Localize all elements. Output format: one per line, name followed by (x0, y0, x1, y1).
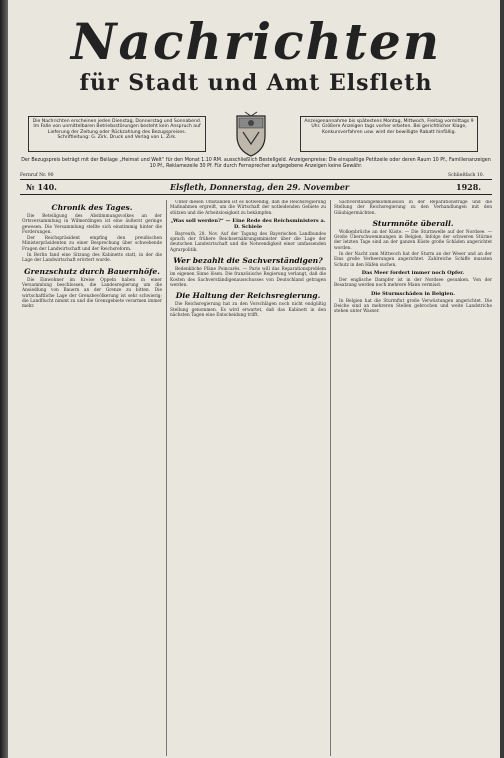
article-paragraph: In Belgien hat die Sturmflut große Verwüstungen angerichtet. Die Deiche sind an mehreren Stellen gebrochen und weite Landstriche stehen unter Wasser. (334, 298, 492, 315)
article-paragraph: In Berlin fand eine Sitzung des Kabinetts statt, in der die Lage der Landwirtschaft erörtert wurde. (22, 253, 162, 264)
issue-number: № 140. (26, 182, 57, 192)
column-left (22, 200, 162, 756)
column-divider (330, 200, 331, 756)
article-paragraph: In der Nacht zum Mittwoch hat der Sturm an der Weser und an der Ems große Verheerungen angerichtet. Zahlreiche Schiffe mussten Schutz in den Häfen suchen. (334, 252, 492, 268)
headline-government: Die Haltung der Reichsregierung. (175, 291, 321, 301)
newspaper-page (8, 0, 500, 758)
issue-line (20, 173, 492, 192)
article-paragraph: Der englische Dampfer ist in der Nordsee gesunken. Von der Besatzung werden noch mehrere Mann vermisst. (334, 277, 492, 289)
headline-storm: Sturmnöte überall. (372, 218, 454, 228)
page-binding-edge (0, 0, 8, 758)
headline-belgium: Die Sturmschäden in Belgien. (371, 290, 455, 297)
publication-info-box: Die Nachrichten erscheinen jeden Dienstag, Donnerstag und Sonnabend. Im Falle von unmittelbaren Betriebsstörungen besteht kein Anspruch auf Lieferung der Zeitung oder Rückzahlung des Bezugspreises. Schriftleitung: G. Zirk. Druck und Verlag von L. Zirk. (28, 116, 206, 152)
column-right (334, 200, 492, 756)
headline-border-protection: Grenzschutz durch Bauernhöfe. (24, 266, 160, 276)
article-paragraph: Sachverständigenkommission in der Reparationsfrage und die Stellung der Reichsregierung zu den Verhandlungen mit den Gläubigermächten. (334, 200, 492, 216)
article-paragraph: Unter diesen Umständen ist es notwendig, daß die Reichsregierung Maßnahmen ergreift, um die Wirtschaft der notleidenden Gebiete zu stützen und die Arbeitslosigkeit zu bekämpfen. (170, 200, 326, 216)
article-paragraph: Die Reichsregierung hat zu den Vorschlägen noch nicht endgültig Stellung genommen. Es wird erwartet, daß das Kabinett in den nächsten Tagen eine Entscheidung trifft. (170, 302, 326, 318)
coat-of-arms-icon (231, 110, 271, 158)
header-rule-bottom (20, 194, 492, 195)
issue-year: 1928. (456, 182, 482, 192)
headline-experts: Wer bezahlt die Sachverständigen? (173, 256, 323, 266)
article-paragraph: Die Beteiligung des Abstimmungsvolkes an der Ortsversammlung in Wilmerdingen ist eine äußerst geringe gewesen. Die Versammlung stellte sich einstimmig hinter die Forderungen. (22, 214, 162, 235)
newspaper-title: Nachrichten (70, 12, 442, 71)
issue-date: Elsfleth, Donnerstag, den 29. November (170, 182, 350, 192)
article-paragraph: Der Reichspräsident empfing den preußischen Ministerpräsidenten zu einer Besprechung über schwebende Fragen der Landwirtschaft und der Reichsreform. (22, 236, 162, 252)
phone-number: Fernruf Nr. 90 (20, 173, 54, 178)
article-paragraph: Wolkenbrüche an der Küste. — Die Sturmwelle auf der Nordsee. — Große Überschwemmungen in Belgien. Infolge der schweren Stürme der letzten Tage sind an der ganzen Küste große Schäden angerichtet worden. (334, 229, 492, 251)
headline-speech: „Was soll werden?“ — Eine Rede des Reichsministers a. D. Schiele (170, 217, 326, 230)
article-paragraph: Bedenkliche Pläne Poincarés. — Paris will das Reparationsproblem im eigenen Sinne lösen. Die französische Regierung verlangt, daß die Kosten des Sachverständigenausschusses von Deutschland getragen werden. (170, 267, 326, 288)
post-box: Schließfach 10. (448, 173, 485, 178)
column-divider (166, 200, 167, 756)
headline-chronicle: Chronik des Tages. (51, 203, 133, 212)
masthead (20, 14, 492, 96)
header-rule-top (20, 179, 492, 180)
subscription-price-line: Der Bezugspreis beträgt mit der Beilage „Heimat und Welt“ für den Monat 1.10 RM. ausschließlich Bestellgeld. Anzeigenpreise: Die einspaltige Petitzeile oder deren Raum 10 Pf., Familienanzeigen 10 Pf., Reklamezeile 30 Pf. Für durch Fernsprecher aufgegebene Anzeigen keine Gewähr. (21, 158, 491, 169)
article-paragraph: Bayreuth, 28. Nov. Auf der Tagung des Bayerischen Landbundes sprach der frühere Reichsernährungsminister über die Lage der deutschen Landwirtschaft und die Notwendigkeit einer umfassenden Agrarpolitik. (170, 231, 326, 253)
article-paragraph: Die Einwohner im Kreise Oppeln haben in einer Versammlung beschlossen, die Landesregierung um die Ansiedlung von Bauern an der Grenze zu bitten. Die wirtschaftliche Lage der Grenzbevölkerung ist sehr schwierig; die Landflucht nimmt zu und die Grenzgebiete verarmen immer mehr. (22, 277, 162, 310)
column-middle (170, 200, 326, 756)
advertising-info-box: Anzeigenannahme bis spätestens Montag, Mittwoch, Freitag vormittags 9 Uhr. Größere Anzeigen tags vorher erbeten. Bei gerichtlicher Klage, Konkursverfahren usw. wird der bewilligte Rabatt hinfällig. (300, 116, 478, 152)
headline-sea-victims: Das Meer fordert immer noch Opfer. (361, 269, 465, 276)
newspaper-subtitle: für Stadt und Amt Elsfleth (79, 70, 433, 96)
